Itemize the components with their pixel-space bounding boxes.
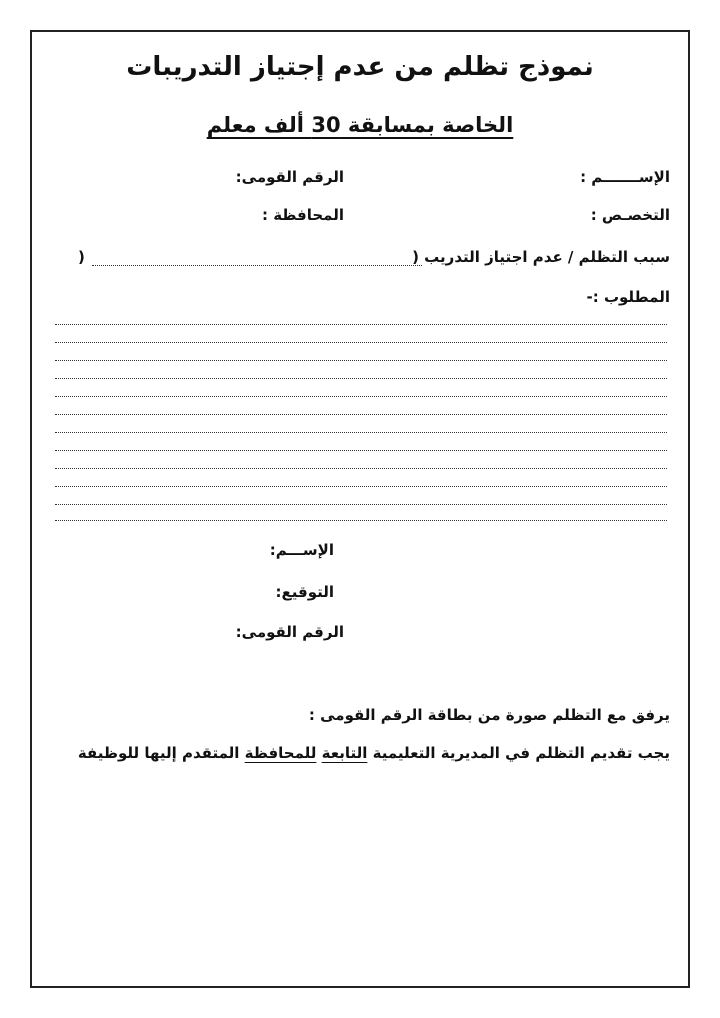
required-line-9 [55, 468, 667, 469]
required-line-12 [55, 520, 667, 521]
required-line-8 [55, 450, 667, 451]
required-line-1 [55, 324, 667, 325]
governorate-label: المحافظة : [261, 206, 344, 224]
national-id-label: الرقم القومى: [235, 168, 344, 186]
submit-note-underlined-2: للمحافظة [244, 744, 317, 762]
signature-label: التوقيع: [275, 583, 334, 601]
specialization-label: التخصـص : [590, 206, 670, 224]
form-subtitle-text: الخاصة بمسابقة 30 ألف معلم [206, 113, 514, 137]
submit-note-underlined-1: التابعة [321, 744, 368, 762]
required-line-5 [55, 396, 667, 397]
attach-note: يرفق مع التظلم صورة من بطاقة الرقم القومى : [308, 706, 670, 724]
required-line-7 [55, 432, 667, 433]
required-line-11 [55, 504, 667, 505]
required-line-10 [55, 486, 667, 487]
name-label: الإســـــــم : [580, 168, 670, 186]
required-label: المطلوب :- [586, 288, 670, 306]
required-line-6 [55, 414, 667, 415]
signature-name-label: الإســـم: [269, 541, 334, 559]
reason-close-paren: ) [78, 248, 85, 266]
submit-note [78, 744, 670, 762]
required-line-4 [55, 378, 667, 379]
reason-label: سبب التظلم / عدم اجتياز التدريب ( [412, 248, 670, 266]
form-subtitle [0, 113, 720, 137]
required-line-3 [55, 360, 667, 361]
submit-note-part1: يجب تقديم التظلم في المديرية التعليمية [367, 744, 670, 762]
form-title: نموذج تظلم من عدم إجتياز التدريبات [126, 52, 594, 82]
signature-national-id-label: الرقم القومى: [235, 623, 344, 641]
submit-note-part3: المتقدم إليها للوظيفة [77, 744, 245, 762]
required-line-2 [55, 342, 667, 343]
reason-dotted-line [92, 265, 422, 266]
